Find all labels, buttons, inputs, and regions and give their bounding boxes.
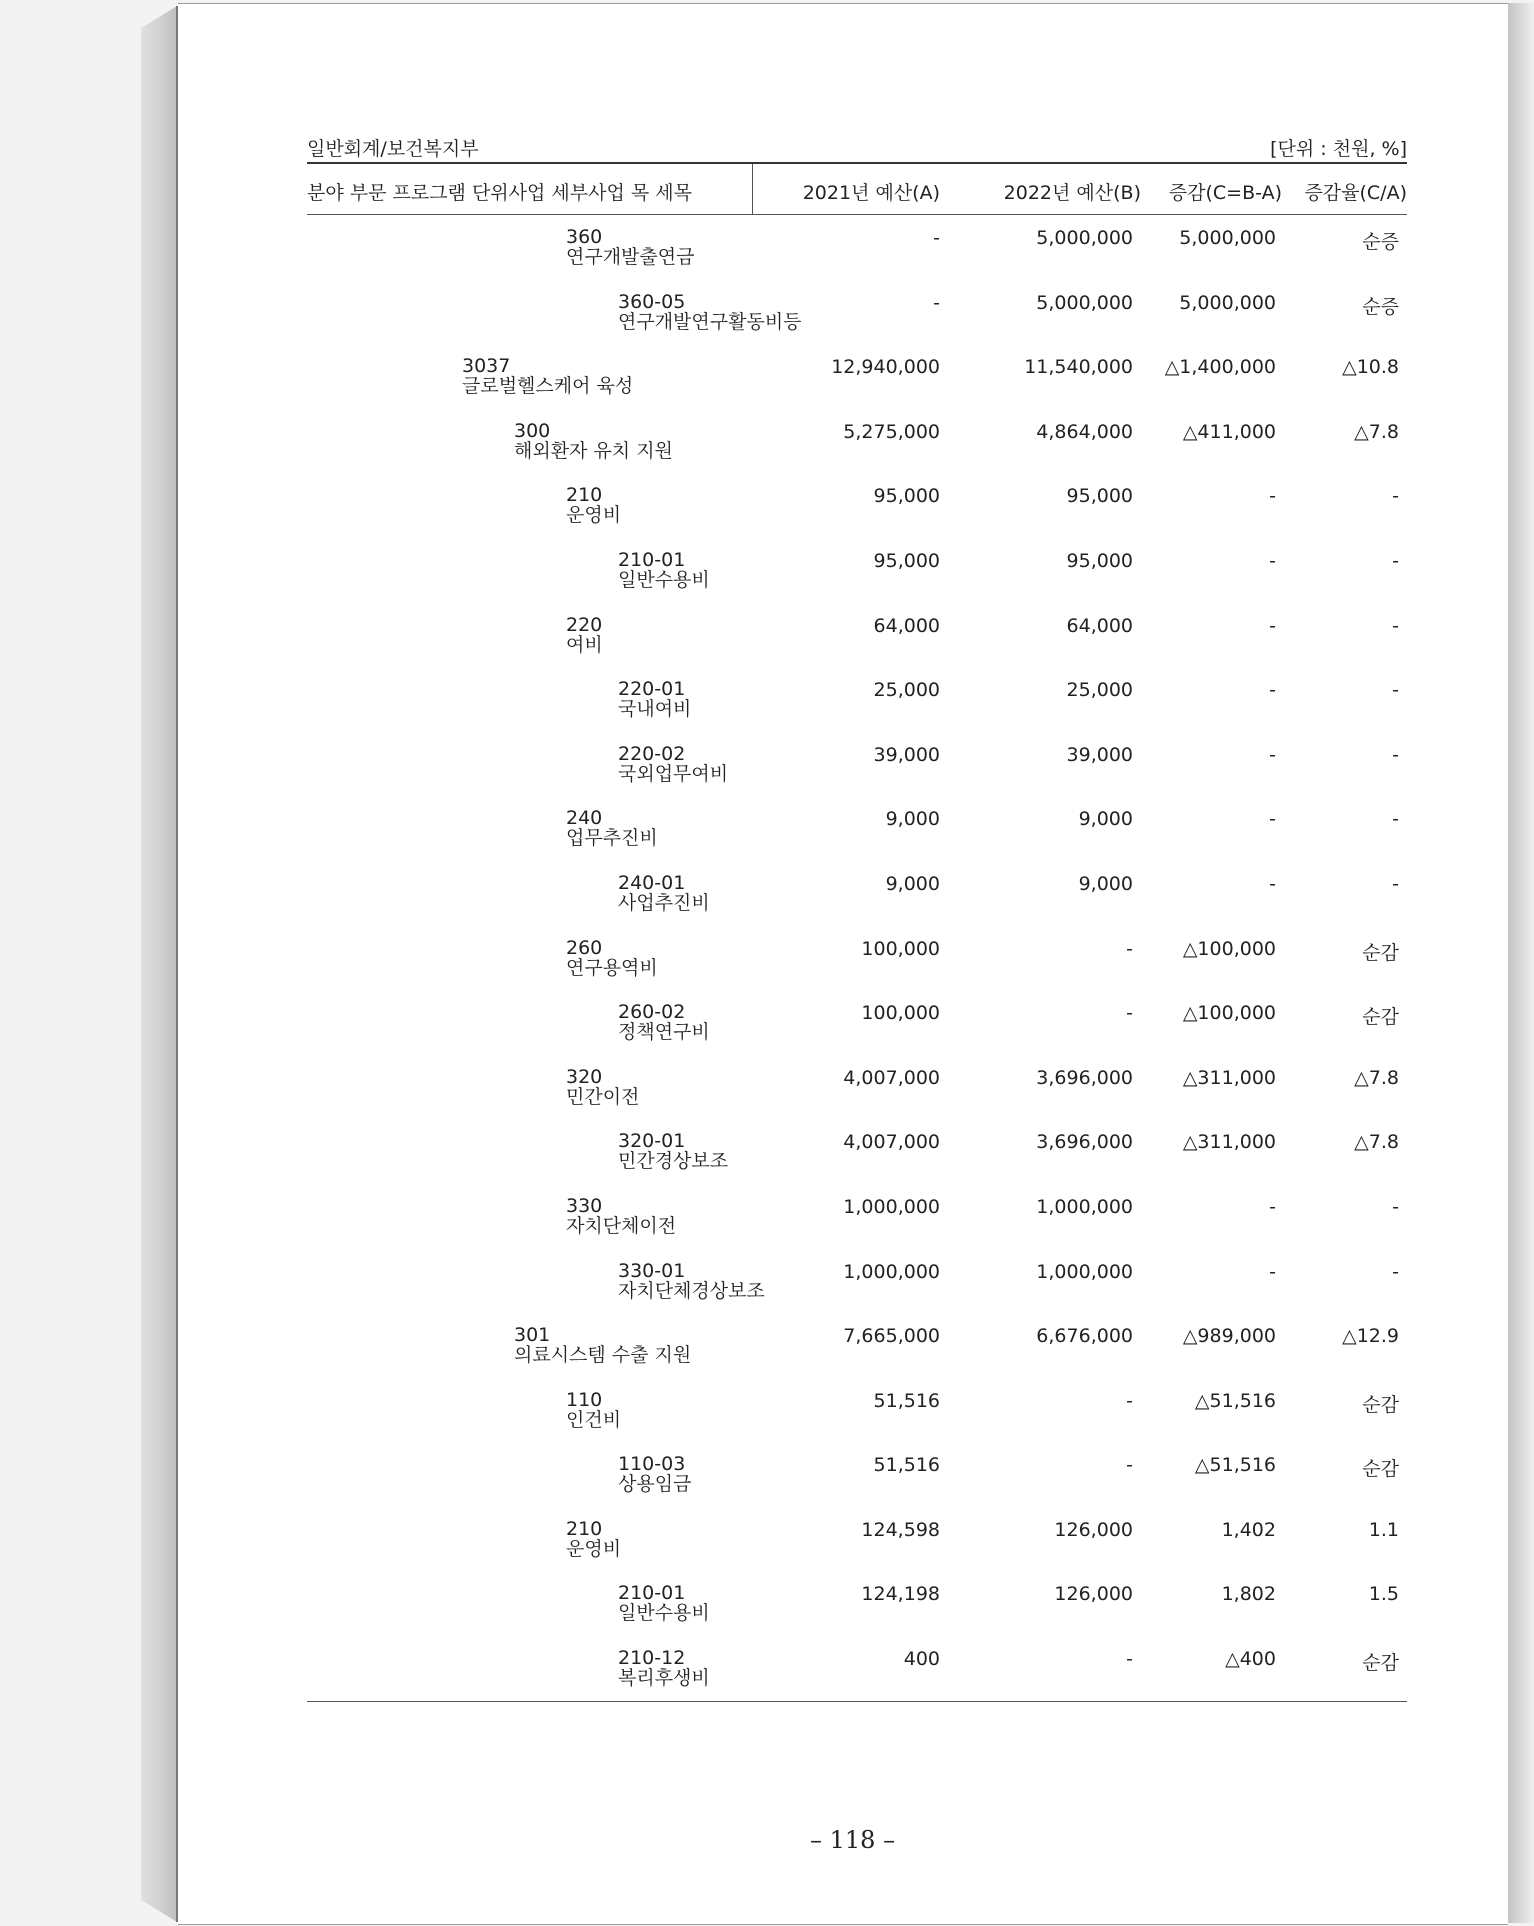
row-name: 인건비 <box>566 1408 622 1431</box>
budget-2022-cell: - <box>1126 937 1133 960</box>
budget-2021-cell: 4,007,000 <box>843 1066 940 1089</box>
budget-2022-cell: - <box>1126 1648 1133 1671</box>
row-code: 320 <box>566 1065 603 1088</box>
budget-2022-cell: - <box>1126 1454 1133 1477</box>
table-row <box>307 796 1407 861</box>
budget-2022-cell: 3,696,000 <box>1036 1131 1133 1154</box>
rate-cell: - <box>1392 1260 1399 1283</box>
table-row <box>307 344 1407 409</box>
rate-cell: - <box>1392 1195 1399 1218</box>
table-row <box>307 926 1407 991</box>
row-name: 운영비 <box>566 504 622 527</box>
change-cell: 5,000,000 <box>1179 291 1276 314</box>
table-row <box>307 1119 1407 1184</box>
rate-cell: - <box>1392 872 1399 895</box>
page-edge-shadow <box>1508 3 1534 1923</box>
change-cell: 1,802 <box>1221 1583 1276 1606</box>
row-code: 110-03 <box>618 1453 686 1476</box>
row-name: 민간경상보조 <box>618 1150 729 1173</box>
table-row <box>307 732 1407 797</box>
budget-table <box>307 130 1407 1702</box>
budget-2022-cell: 1,000,000 <box>1036 1260 1133 1283</box>
budget-2022-cell: 5,000,000 <box>1036 291 1133 314</box>
rate-cell: - <box>1392 808 1399 831</box>
change-cell: - <box>1269 614 1276 637</box>
row-name: 자치단체경상보조 <box>618 1279 765 1302</box>
change-cell: △411,000 <box>1182 420 1276 443</box>
table-row <box>307 1249 1407 1314</box>
table-row <box>307 1184 1407 1249</box>
row-name: 사업추진비 <box>618 891 710 914</box>
row-code: 210 <box>566 1517 603 1540</box>
table-body <box>307 215 1407 1701</box>
row-name: 연구용역비 <box>566 956 658 979</box>
row-name: 글로벌헬스케어 육성 <box>462 375 634 398</box>
row-code: 210-01 <box>618 548 686 571</box>
row-code: 260 <box>566 936 603 959</box>
row-name: 자치단체이전 <box>566 1214 677 1237</box>
budget-2021-cell: 5,275,000 <box>843 420 940 443</box>
change-cell: △1,400,000 <box>1164 356 1276 379</box>
budget-2021-cell: - <box>933 291 940 314</box>
table-row <box>307 990 1407 1055</box>
rate-cell: 순감 <box>1362 1458 1399 1481</box>
budget-2021-cell: 124,598 <box>861 1518 940 1541</box>
budget-2021-cell: 400 <box>903 1648 940 1671</box>
column-rate: 증감율(C/A) <box>1304 182 1407 204</box>
row-code: 240-01 <box>618 871 686 894</box>
table-row <box>307 473 1407 538</box>
row-code: 360 <box>566 226 603 248</box>
budget-2022-cell: 9,000 <box>1078 808 1133 831</box>
rate-cell: 순감 <box>1362 1393 1399 1416</box>
row-code: 220-01 <box>618 678 686 701</box>
budget-2021-cell: 100,000 <box>861 1002 940 1025</box>
budget-2021-cell: 124,198 <box>861 1583 940 1606</box>
budget-2022-cell: 3,696,000 <box>1036 1066 1133 1089</box>
row-code: 210-01 <box>618 1582 686 1605</box>
budget-2021-cell: 9,000 <box>885 808 940 831</box>
budget-2022-cell: 39,000 <box>1066 743 1133 766</box>
rate-cell: 순감 <box>1362 1006 1399 1029</box>
rate-cell: 순감 <box>1362 941 1399 964</box>
table-row <box>307 1571 1407 1636</box>
budget-2022-cell: 11,540,000 <box>1024 356 1133 379</box>
rate-cell: 순증 <box>1362 231 1399 253</box>
change-cell: △100,000 <box>1182 1002 1276 1025</box>
unit-label: [단위 : 천원, %] <box>1270 138 1407 160</box>
rate-cell: △10.8 <box>1342 356 1399 379</box>
table-row <box>307 1313 1407 1378</box>
budget-2022-cell: - <box>1126 1389 1133 1412</box>
rate-cell: △7.8 <box>1354 1131 1399 1154</box>
row-name: 일반수용비 <box>618 1602 710 1625</box>
row-code: 320-01 <box>618 1130 686 1153</box>
change-cell: △51,516 <box>1194 1454 1276 1477</box>
table-row <box>307 215 1407 280</box>
budget-2021-cell: 64,000 <box>873 614 940 637</box>
column-2021: 2021년 예산(A) <box>802 182 940 204</box>
budget-2021-cell: 100,000 <box>861 937 940 960</box>
change-cell: △311,000 <box>1182 1131 1276 1154</box>
row-code: 210-12 <box>618 1647 686 1670</box>
change-cell: △100,000 <box>1182 937 1276 960</box>
budget-2021-cell: 12,940,000 <box>831 356 940 379</box>
table-row <box>307 1507 1407 1572</box>
rate-cell: 순증 <box>1362 295 1399 318</box>
budget-2022-cell: 1,000,000 <box>1036 1195 1133 1218</box>
row-name: 운영비 <box>566 1537 622 1560</box>
rate-cell: 1.1 <box>1368 1518 1399 1541</box>
budget-2022-cell: 126,000 <box>1054 1518 1133 1541</box>
row-name: 정책연구비 <box>618 1021 710 1044</box>
budget-2021-cell: 1,000,000 <box>843 1260 940 1283</box>
change-cell: - <box>1269 808 1276 831</box>
account-label: 일반회계/보건복지부 <box>307 138 479 160</box>
rate-cell: - <box>1392 549 1399 572</box>
change-cell: 5,000,000 <box>1179 227 1276 249</box>
change-cell: - <box>1269 679 1276 702</box>
rate-cell: △12.9 <box>1342 1325 1399 1348</box>
table-row <box>307 861 1407 926</box>
budget-2021-cell: 1,000,000 <box>843 1195 940 1218</box>
table-row <box>307 280 1407 345</box>
change-cell: △311,000 <box>1182 1066 1276 1089</box>
change-cell: △51,516 <box>1194 1389 1276 1412</box>
book-spine <box>141 6 177 1922</box>
row-name: 민간이전 <box>566 1085 640 1108</box>
budget-2022-cell: 95,000 <box>1066 549 1133 572</box>
row-name: 국내여비 <box>618 698 692 721</box>
budget-2022-cell: - <box>1126 1002 1133 1025</box>
rate-cell: - <box>1392 485 1399 508</box>
change-cell: - <box>1269 1195 1276 1218</box>
budget-2021-cell: 9,000 <box>885 872 940 895</box>
budget-2021-cell: 95,000 <box>873 549 940 572</box>
budget-2022-cell: 5,000,000 <box>1036 227 1133 249</box>
rate-cell: - <box>1392 614 1399 637</box>
row-code: 260-02 <box>618 1001 686 1024</box>
page-number: – 118 – <box>810 1826 896 1854</box>
budget-2022-cell: 64,000 <box>1066 614 1133 637</box>
row-name: 상용임금 <box>618 1473 692 1496</box>
row-name: 연구개발연구활동비등 <box>618 310 802 333</box>
table-header-line <box>307 130 1407 162</box>
budget-2021-cell: 4,007,000 <box>843 1131 940 1154</box>
column-divider <box>752 164 753 214</box>
change-cell: △400 <box>1225 1648 1276 1671</box>
column-header <box>307 164 1407 214</box>
row-name: 업무추진비 <box>566 827 658 850</box>
rate-cell: - <box>1392 679 1399 702</box>
change-cell: - <box>1269 1260 1276 1283</box>
row-code: 300 <box>514 419 551 442</box>
row-code: 220-02 <box>618 742 686 765</box>
change-cell: - <box>1269 485 1276 508</box>
row-name: 해외환자 유치 지원 <box>514 439 673 462</box>
row-name: 여비 <box>566 633 603 656</box>
budget-2021-cell: 95,000 <box>873 485 940 508</box>
budget-2022-cell: 25,000 <box>1066 679 1133 702</box>
table-row <box>307 603 1407 668</box>
change-cell: △989,000 <box>1182 1325 1276 1348</box>
change-cell: - <box>1269 549 1276 572</box>
budget-2021-cell: 51,516 <box>873 1454 940 1477</box>
row-code: 3037 <box>462 355 511 378</box>
rate-cell: - <box>1392 743 1399 766</box>
table-row <box>307 1055 1407 1120</box>
rate-cell: △7.8 <box>1354 1066 1399 1089</box>
budget-2021-cell: 39,000 <box>873 743 940 766</box>
budget-2022-cell: 4,864,000 <box>1036 420 1133 443</box>
row-code: 301 <box>514 1324 551 1347</box>
budget-2021-cell: 51,516 <box>873 1389 940 1412</box>
row-code: 220 <box>566 613 603 636</box>
bottom-rule <box>307 1701 1407 1702</box>
budget-2021-cell: 25,000 <box>873 679 940 702</box>
table-row <box>307 538 1407 603</box>
row-name: 의료시스템 수출 지원 <box>514 1344 692 1367</box>
budget-2022-cell: 6,676,000 <box>1036 1325 1133 1348</box>
row-name: 복리후생비 <box>618 1667 710 1690</box>
row-name: 연구개발출연금 <box>566 246 695 268</box>
row-code: 360-05 <box>618 290 686 313</box>
change-cell: - <box>1269 743 1276 766</box>
column-change: 증감(C=B-A) <box>1168 182 1282 204</box>
budget-2021-cell: - <box>933 227 940 249</box>
row-code: 330 <box>566 1194 603 1217</box>
table-row <box>307 667 1407 732</box>
row-code: 330-01 <box>618 1259 686 1282</box>
column-2022: 2022년 예산(B) <box>1003 182 1141 204</box>
row-code: 210 <box>566 484 603 507</box>
budget-2022-cell: 126,000 <box>1054 1583 1133 1606</box>
table-row <box>307 1378 1407 1443</box>
budget-2022-cell: 9,000 <box>1078 872 1133 895</box>
change-cell: 1,402 <box>1221 1518 1276 1541</box>
column-hierarchy: 분야 부문 프로그램 단위사업 세부사업 목 세목 <box>307 182 692 204</box>
row-name: 일반수용비 <box>618 568 710 591</box>
change-cell: - <box>1269 872 1276 895</box>
table-row <box>307 1442 1407 1507</box>
row-code: 110 <box>566 1388 603 1411</box>
rate-cell: 순감 <box>1362 1652 1399 1675</box>
row-code: 240 <box>566 807 603 830</box>
rate-cell: 1.5 <box>1368 1583 1399 1606</box>
table-row <box>307 409 1407 474</box>
budget-2021-cell: 7,665,000 <box>843 1325 940 1348</box>
budget-2022-cell: 95,000 <box>1066 485 1133 508</box>
rate-cell: △7.8 <box>1354 420 1399 443</box>
table-row <box>307 1636 1407 1701</box>
row-name: 국외업무여비 <box>618 762 729 785</box>
